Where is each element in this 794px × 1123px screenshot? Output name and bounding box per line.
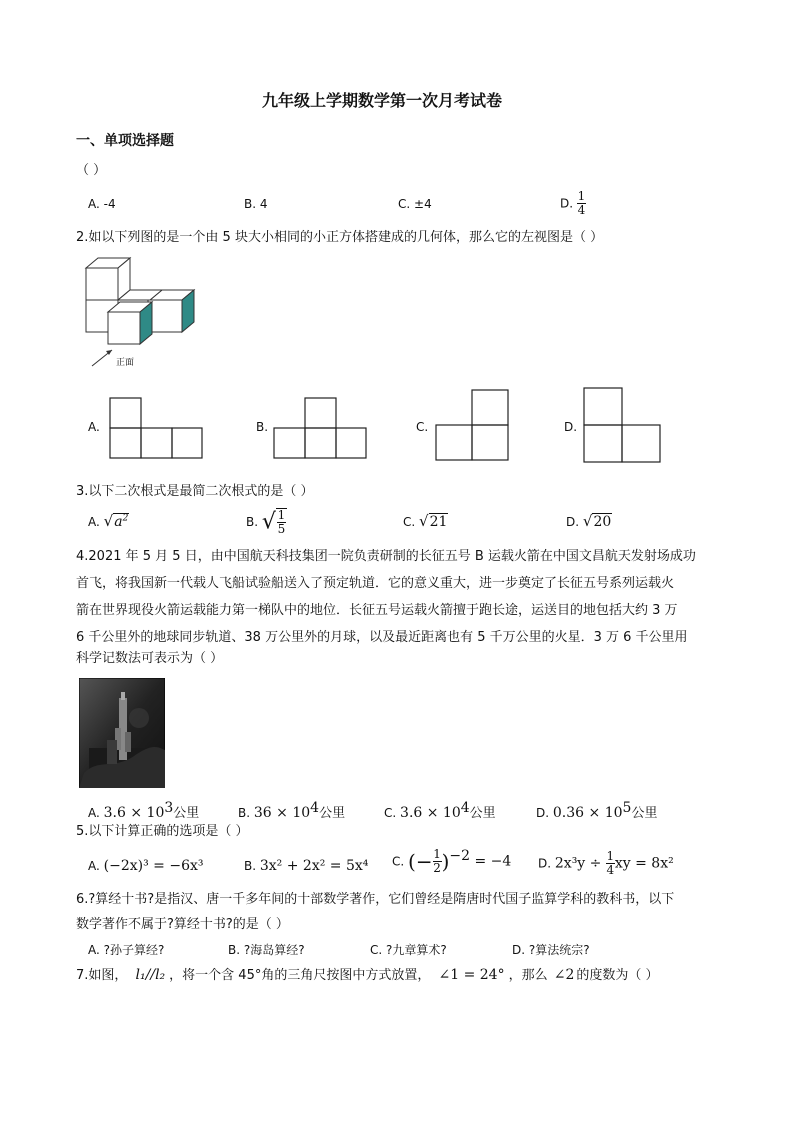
fraction-denominator: 2 <box>433 861 441 875</box>
q6-option-a[interactable]: A. ?孙子算经? <box>88 943 165 957</box>
paren-close: ) <box>441 849 450 874</box>
q1-option-b[interactable]: B. 4 <box>244 197 268 211</box>
fraction-numerator: 1 <box>606 849 615 863</box>
q4-line-5: 科学记数法可表示为（ ） <box>76 651 224 666</box>
radicand: a <box>114 514 123 530</box>
q5-option-d-right: xy = 8x² <box>614 855 674 872</box>
q5-option-b-math: 3x² + 2x² = 5x⁴ <box>259 858 369 874</box>
q7-pre: 7.如图， <box>76 968 128 983</box>
q4-option-a-math: 3.6 × 10 <box>103 805 165 821</box>
fraction-denominator: 4 <box>606 863 615 877</box>
q4-option-b[interactable] <box>238 800 345 821</box>
q4-line-4: 6 千公里外的地球同步轨道、38 万公里外的月球，以及最近距离也有 5 千万公里的火星．3 万 6 千公里用 <box>76 630 688 645</box>
q5-option-c-fraction <box>433 848 442 875</box>
q5-option-c-rest: = −4 <box>470 853 512 870</box>
q3-option-c-radicand: 21 <box>429 514 448 530</box>
q6-option-b[interactable]: B. ?海岛算经? <box>228 943 305 957</box>
q4-option-c[interactable] <box>384 800 496 821</box>
q7-parallel-lines: l₁//l₂ <box>135 967 166 983</box>
q2-option-c[interactable]: C. <box>416 420 429 434</box>
q5-option-a-label: A. <box>88 859 100 873</box>
q2-option-b[interactable]: B. <box>256 420 269 434</box>
q6-option-d[interactable]: D. ?算法统宗? <box>512 943 590 957</box>
q2-stem: 2.如以下列图的是一个由 5 块大小相同的小正方体搭建成的几何体，那么它的左视图是（ ） <box>76 230 604 245</box>
q3-option-c[interactable] <box>403 512 448 530</box>
q3-option-b[interactable] <box>246 508 287 536</box>
q4-option-b-math: 36 × 10 <box>253 805 311 821</box>
paren-open: (− <box>408 849 433 874</box>
cube-figure <box>78 252 208 370</box>
q3-option-b-fraction <box>276 508 287 536</box>
fraction-denominator: 5 <box>277 522 286 536</box>
q5-option-b-label: B. <box>244 859 257 873</box>
q2-option-b-view <box>272 396 368 460</box>
q7-mid: ，将一个含 45°角的三角尺按图中方式放置， <box>169 968 431 983</box>
q3-stem: 3.以下二次根式是最简二次根式的是（ ） <box>76 484 314 499</box>
q4-option-a-label: A. <box>88 806 100 820</box>
q2-option-d-view <box>582 386 662 464</box>
q2-option-d[interactable]: D. <box>564 420 578 434</box>
fraction-numerator: 1 <box>577 189 586 203</box>
q5-option-d-fraction <box>606 850 615 877</box>
q1-option-d[interactable] <box>560 190 586 217</box>
exponent: 3 <box>164 800 174 816</box>
q4-option-d-math: 0.36 × 10 <box>552 805 623 821</box>
q3-option-b-label: B. <box>246 515 259 529</box>
q7-angle-1: ∠1 = 24° <box>438 967 505 983</box>
rocket-photo <box>79 678 165 788</box>
q1-option-d-label: D. <box>560 196 574 211</box>
q4-option-a[interactable] <box>88 800 199 821</box>
q4-option-c-label: C. <box>384 806 397 820</box>
sqrt-icon: √ <box>261 509 276 535</box>
exponent: 2 <box>122 513 129 524</box>
fraction-denominator: 4 <box>577 203 586 217</box>
exponent: 5 <box>622 800 632 816</box>
fraction-numerator: 1 <box>433 847 441 861</box>
q4-line-1: 4.2021 年 5 月 5 日，由中国航天科技集团一院负责研制的长征五号 B 运载火箭在中国文昌航天发射场成功 <box>76 549 696 564</box>
front-label: 正面 <box>116 358 135 368</box>
q4-line-2: 首飞，将我国新一代载人飞船试验船送入了预定轨道．它的意义重大，进一步奠定了长征五号系列运载火 <box>76 576 675 591</box>
fraction-numerator: 1 <box>277 508 286 522</box>
q3-option-a-label: A. <box>88 515 100 529</box>
q5-option-d-label: D. <box>538 856 552 871</box>
q1-stem: （ ） <box>76 163 107 178</box>
exponent: 4 <box>310 800 320 816</box>
q5-option-a-math: (−2x)³ = −6x³ <box>103 858 204 874</box>
q1-option-a[interactable]: A. -4 <box>88 197 116 211</box>
q5-option-c[interactable] <box>392 848 511 875</box>
q4-option-d[interactable] <box>536 800 657 821</box>
sqrt-icon: √ <box>103 512 114 530</box>
q5-option-d-left: 2x³y ÷ <box>554 855 606 872</box>
unit-label: 公里 <box>469 806 496 821</box>
q3-option-a-radicand <box>113 513 129 530</box>
sqrt-icon: √ <box>419 512 429 530</box>
q3-option-d-radicand: 20 <box>593 514 612 530</box>
q3-option-c-label: C. <box>403 515 416 529</box>
q2-option-a-view <box>108 396 204 460</box>
q6-option-c[interactable]: C. ?九章算术? <box>370 943 447 957</box>
q7-post: ，那么 <box>508 968 548 983</box>
q3-option-d[interactable] <box>566 512 612 530</box>
q4-option-d-label: D. <box>536 806 550 820</box>
q3-option-d-label: D. <box>566 515 580 529</box>
q5-option-d[interactable] <box>538 850 674 877</box>
exam-title: 九年级上学期数学第一次月考试卷 <box>262 91 503 110</box>
unit-label: 公里 <box>319 806 346 821</box>
q7-stem <box>76 962 659 989</box>
q7-end: 的度数为（ ） <box>576 968 659 983</box>
exponent: 4 <box>460 800 470 816</box>
unit-label: 公里 <box>173 806 200 821</box>
q2-option-c-view <box>434 388 510 462</box>
q5-option-b[interactable] <box>244 858 368 874</box>
q6-line-1: 6.?算经十书?是指汉、唐一千多年间的十部数学著作，它们曾经是隋唐时代国子监算学科的教科书，以下 <box>76 892 675 907</box>
q4-option-c-math: 3.6 × 10 <box>400 805 461 821</box>
q7-angle-2: ∠2 <box>553 967 575 983</box>
section-heading: 一、单项选择题 <box>76 133 174 149</box>
q5-stem: 5.以下计算正确的选项是（ ） <box>76 824 249 839</box>
q5-option-a[interactable] <box>88 858 204 874</box>
q3-option-a[interactable] <box>88 512 129 530</box>
q4-option-b-label: B. <box>238 806 251 820</box>
q6-line-2: 数学著作不属于?算经十书?的是（ ） <box>76 917 289 932</box>
q2-option-a[interactable]: A. <box>88 420 100 434</box>
q1-option-d-fraction <box>577 190 586 217</box>
q1-option-c[interactable]: C. ±4 <box>398 197 432 211</box>
q5-option-c-label: C. <box>392 854 405 869</box>
unit-label: 公里 <box>631 806 658 821</box>
q4-line-3: 箭在世界现役火箭运载能力第一梯队中的地位．长征五号运载火箭擅于跑长途，运送目的地包括大约 3 万 <box>76 603 678 618</box>
sqrt-icon: √ <box>582 512 593 530</box>
exponent: −2 <box>449 848 471 864</box>
